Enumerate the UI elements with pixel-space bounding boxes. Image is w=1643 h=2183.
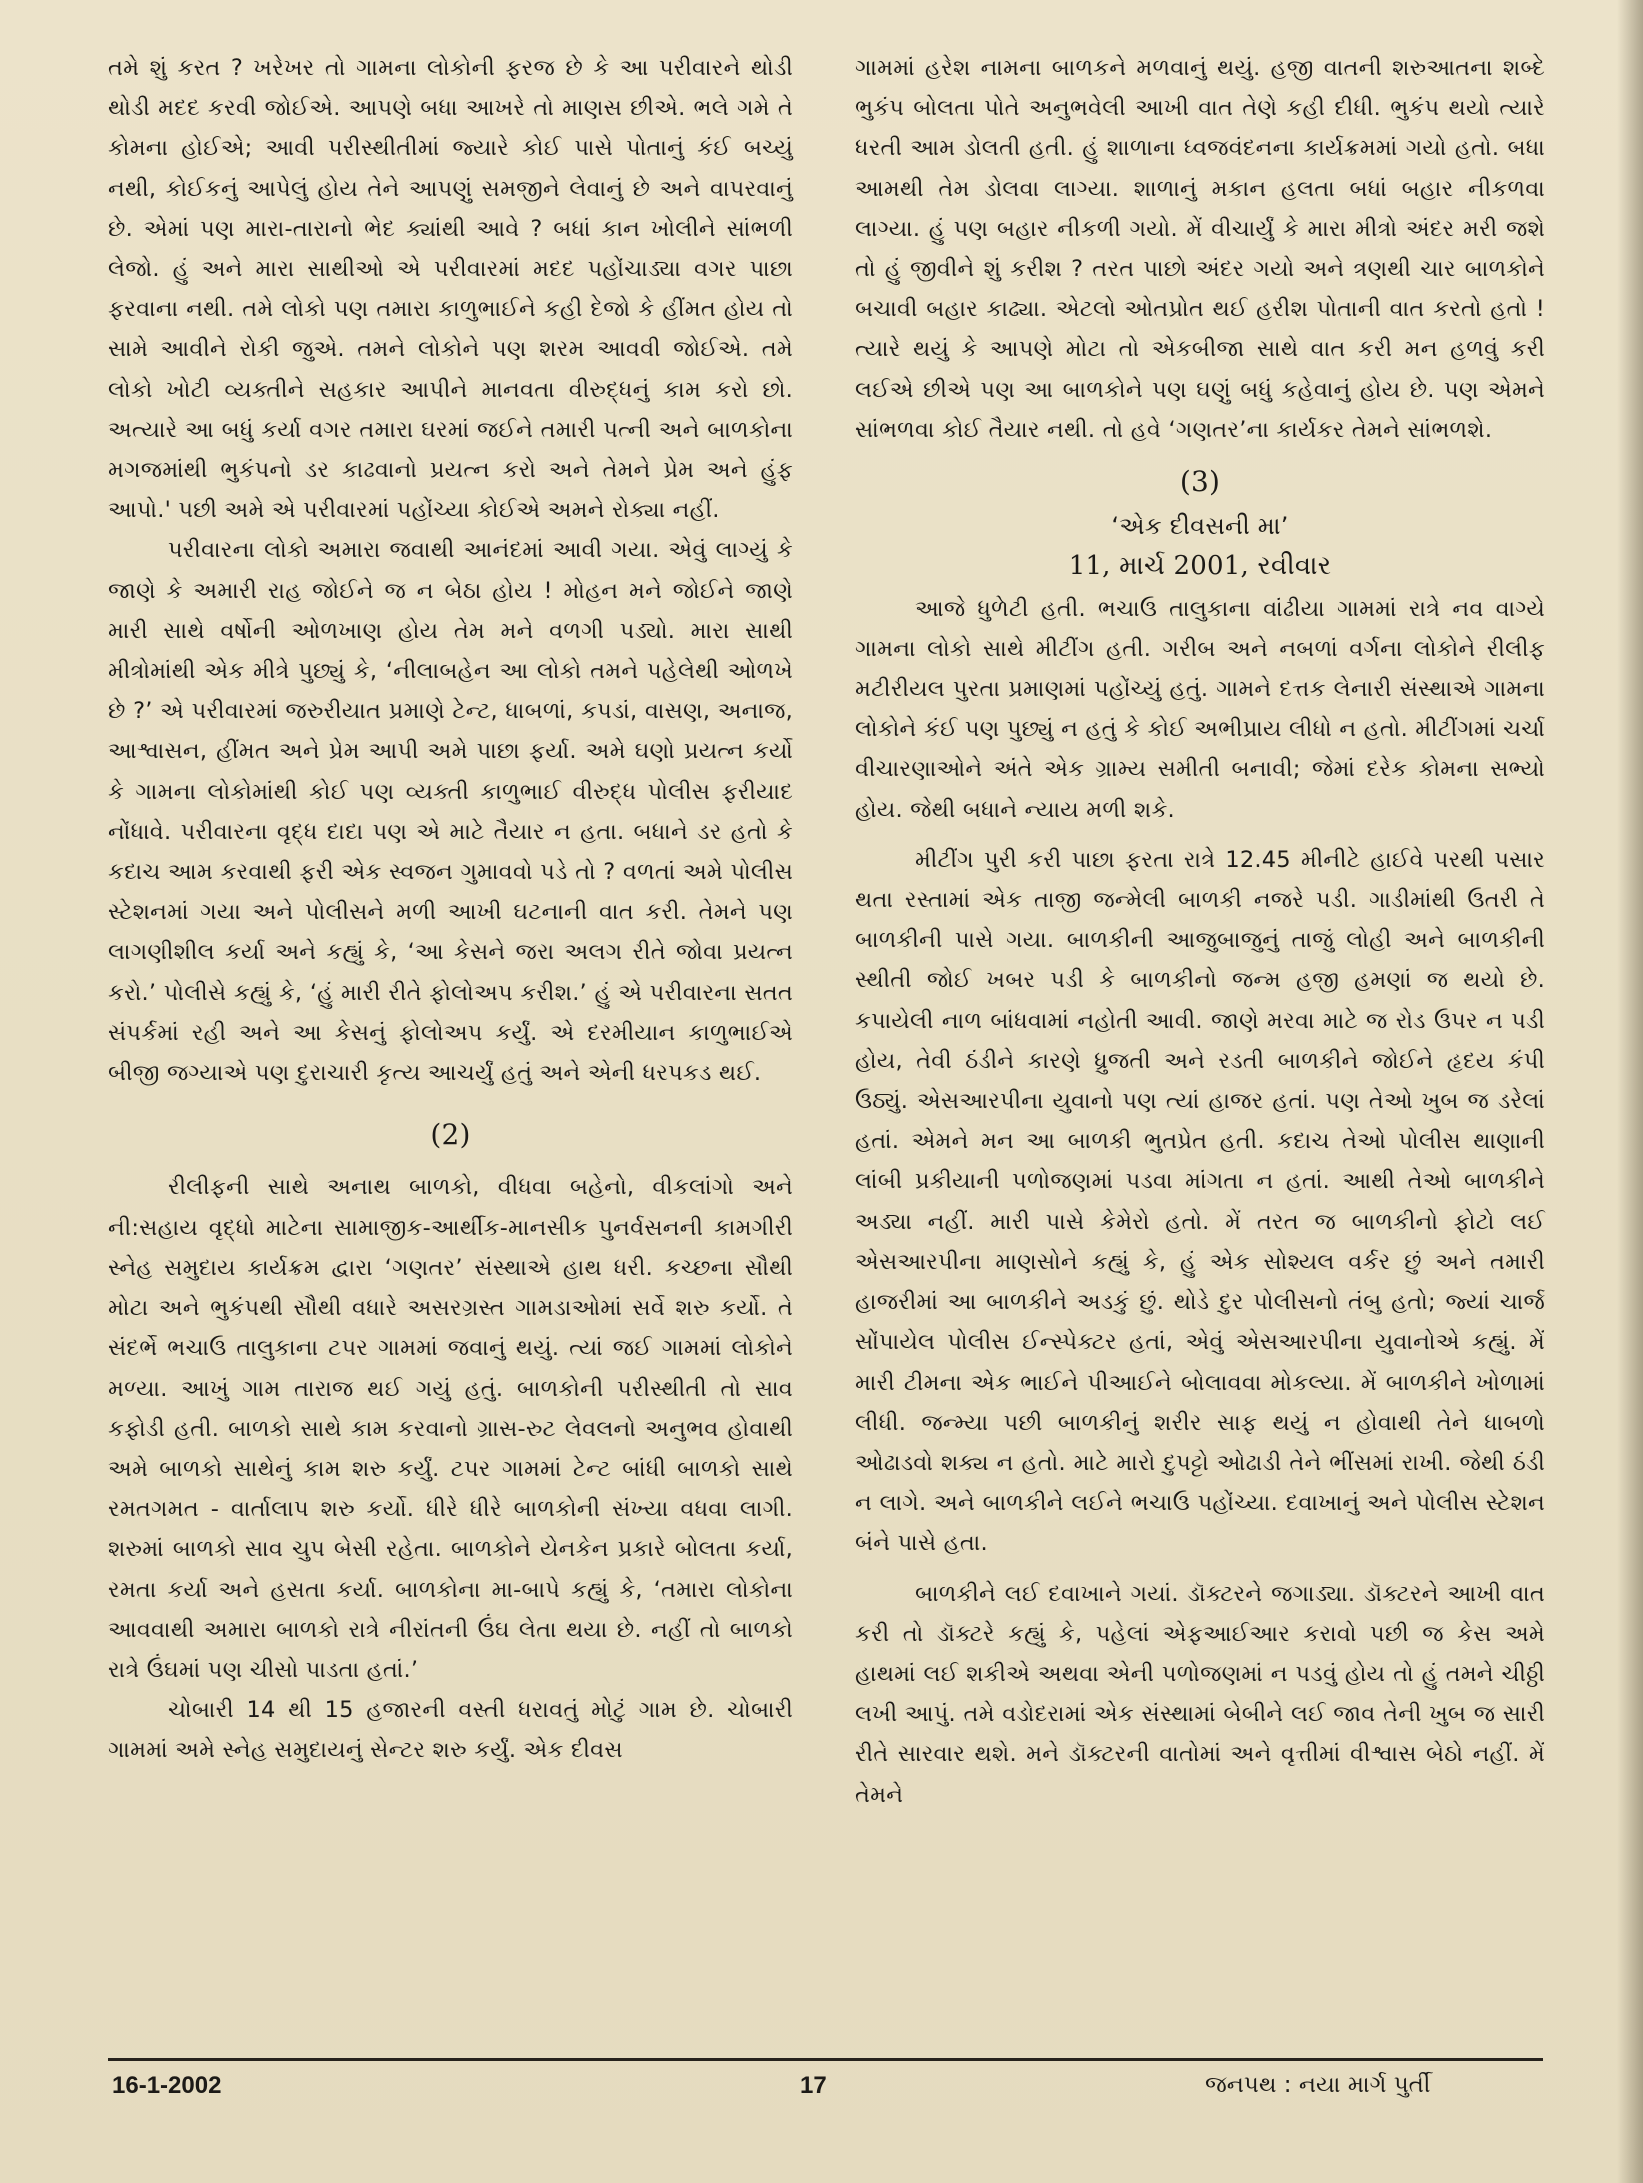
section-number: (2) xyxy=(430,1118,471,1152)
paragraph: તમે શું કરત ? ખરેખર તો ગામના લોકોની ફરજ છે કે આ પરીવારને થોડી થોડી મદદ કરવી જોઈએ. આપણે બધા આખરે તો માણસ છીએ. ભલે ગમે તે કોમના હોઈએ; આવી પરીસ્થીતીમાં જ્યારે કોઈ પાસે પોતાનું કંઈ બચ્યું નથી, કોઈકનું આપેલું હોય તેને આપણું સમજીને લેવાનું છે અને વાપરવાનું છે. એમાં પણ મારા-તારાનો ભેદ ક્યાંથી આવે ? બધાં કાન ખોલીને સાંભળી લેજો. હું અને મારા સાથીઓ એ પરીવારમાં મદદ પહોંચાડ્યા વગર પાછા ફરવાના નથી. તમે લોકો પણ તમારા કાળુભાઈને કહી દેજો કે હીંમત હોય તો સામે આવીને રોકી જુએ. તમને લોકોને પણ શરમ આવવી જોઈએ. તમે લોકો ખોટી વ્યક્તીને સહકાર આપીને માનવતા વીરુદ્ધનું કામ કરો છો. અત્યારે આ બધું કર્યા વગર તમારા ઘરમાં જઈને તમારી પત્ની અને બાળકોના મગજમાંથી ભુકંપનો ડર કાઢવાનો પ્રયત્ન કરો અને તેમને પ્રેમ અને હુંફ આપો.' પછી અમે એ પરીવારમાં પહોંચ્યા કોઈએ અમને રોક્યા નહીં. xyxy=(108,55,793,524)
footer-divider xyxy=(108,2058,1543,2061)
paragraph: પરીવારના લોકો અમારા જવાથી આનંદમાં આવી ગયા. એવું લાગ્યું કે જાણે કે અમારી રાહ જોઈને જ ન બેઠા હોય ! મોહન મને જોઈને જાણે મારી સાથે વર્ષોની ઓળખાણ હોય તેમ મને વળગી પડ્યો. મારા સાથી મીત્રોમાંથી એક મીત્રે પુછ્યું કે, ‘નીલાબહેન આ લોકો તમને પહેલેથી ઓળખે છે ?’ એ પરીવારમાં જરુરીયાત પ્રમાણે ટેન્ટ, ધાબળાં, કપડાં, વાસણ, અનાજ, આશ્વાસન, હીંમત અને પ્રેમ આપી અમે પાછા ફર્યા. અમે ઘણો પ્રયત્ન કર્યો કે ગામના લોકોમાંથી કોઈ પણ વ્યક્તી કાળુભાઈ વીરુદ્ધ પોલીસ ફરીયાદ નોંધાવે. પરીવારના વૃદ્ધ દાદા પણ એ માટે તૈયાર ન હતા. બધાને ડર હતો કે કદાચ આમ કરવાથી ફરી એક સ્વજન ગુમાવવો પડે તો ? વળતાં અમે પોલીસ સ્ટેશનમાં ગયા અને પોલીસને મળી આખી ઘટનાની વાત કરી. તેમને પણ લાગણીશીલ કર્યા અને કહ્યું કે, ‘આ કેસને જરા અલગ રીતે જોવા પ્રયત્ન કરો.’ પોલીસે કહ્યું કે, ‘હું મારી રીતે ફોલોઅપ કરીશ.’ હું એ પરીવારના સતત સંપર્કમાં રહી અને આ કેસનું ફોલોઅપ કર્યું. એ દરમીયાન કાળુભાઈએ બીજી જગ્યાએ પણ દુરાચારી કૃત્ય આચર્યું હતું અને એની ધરપકડ થઈ. xyxy=(108,537,793,1087)
page-number: 17 xyxy=(800,2072,827,2099)
section-date: 11, માર્ચ 2001, રવીવાર xyxy=(1068,551,1332,582)
section-number: (3) xyxy=(1179,465,1221,499)
left-column xyxy=(108,48,793,1771)
paragraph: આજે ધુળેટી હતી. ભચાઉ તાલુકાના વાંઢીયા ગામમાં રાત્રે નવ વાગ્યે ગામના લોકો સાથે મીટીંગ હતી. ગરીબ અને નબળાં વર્ગના લોકોને રીલીફ મટીરીયલ પુરતા પ્રમાણમાં પહોંચ્યું હતું. ગામને દત્તક લેનારી સંસ્થાએ ગામના લોકોને કંઈ પણ પુછ્યું ન હતું કે કોઈ અભીપ્રાય લીધો ન હતો. મીટીંગમાં ચર્ચા વીચારણાઓને અંતે એક ગ્રામ્ય સમીતી બનાવી; જેમાં દરેક કોમના સભ્યો હોય. જેથી બધાને ન્યાય મળી શકે. xyxy=(855,595,1546,823)
paragraph: ગામમાં હરેશ નામના બાળકને મળવાનું થયું. હજી વાતની શરુઆતના શબ્દે ભુકંપ બોલતા પોતે અનુભવેલી આખી વાત તેણે કહી દીધી. ભુકંપ થયો ત્યારે ધરતી આમ ડોલતી હતી. હું શાળાના ધ્વજવંદનના કાર્યક્રમમાં ગયો હતો. બધા આમથી તેમ ડોલવા લાગ્યા. શાળાનું મકાન હલતા બધાં બહાર નીકળવા લાગ્યા. હું પણ બહાર નીકળી ગયો. મેં વીચાર્યું કે મારા મીત્રો અંદર મરી જશે તો હું જીવીને શું કરીશ ? તરત પાછો અંદર ગયો અને ત્રણથી ચાર બાળકોને બચાવી બહાર કાઢ્યા. એટલો ઓતપ્રોત થઈ હરીશ પોતાની વાત કરતો હતો ! ત્યારે થયું કે આપણે મોટા તો એકબીજા સાથે વાત કરી મન હળવું કરી લઈએ છીએ પણ આ બાળકોને પણ ઘણું બધું કહેવાનું હોય છે. પણ એમને સાંભળવા કોઈ તૈયાર નથી. તો હવે ‘ગણતર’ના કાર્યકર તેમને સાંભળશે. xyxy=(855,55,1545,443)
paragraph: બાળકીને લઈ દવાખાને ગયાં. ડૉક્ટરને જગાડ્યા. ડૉક્ટરને આખી વાત કરી તો ડૉક્ટરે કહ્યું કે, પહેલાં એફઆઈઆર કરાવો પછી જ કેસ અમે હાથમાં લઈ શકીએ અથવા એની પળોજણમાં ન પડવું હોય તો હું તમને ચીઠ્ઠી લખી આપું. તમે વડોદરામાં એક સંસ્થામાં બેબીને લઈ જાવ તેની ખુબ જ સારી રીતે સારવાર થશે. મને ડૉક્ટરની વાતોમાં અને વૃત્તીમાં વીશ્વાસ બેઠો નહીં. મેં તેમને xyxy=(855,1580,1545,1808)
section-title: ‘એક દીવસની મા’ xyxy=(1111,512,1289,541)
right-column xyxy=(855,48,1545,1815)
paragraph: રીલીફની સાથે અનાથ બાળકો, વીધવા બહેનો, વીકલાંગો અને ની:સહાય વૃદ્ધો માટેના સામાજીક-આર્થીક-માનસીક પુનર્વસનની કામગીરી સ્નેહ સમુદાય કાર્યક્રમ દ્વારા ‘ગણતર’ સંસ્થાએ હાથ ધરી. કચ્છના સૌથી મોટા અને ભુકંપથી સૌથી વધારે અસરગ્રસ્ત ગામડાઓમાં સર્વે શરુ કર્યો. તે સંદર્ભે ભચાઉ તાલુકાના ટપર ગામમાં જવાનું થયું. ત્યાં જઈ ગામમાં લોકોને મળ્યા. આખું ગામ તારાજ થઈ ગયું હતું. બાળકોની પરીસ્થીતી તો સાવ કફોડી હતી. બાળકો સાથે કામ કરવાનો ગ્રાસ-રુટ લેવલનો અનુભવ હોવાથી અમે બાળકો સાથેનું કામ શરુ કર્યું. ટપર ગામમાં ટેન્ટ બાંધી બાળકો સાથે રમતગમત - વાર્તાલાપ શરુ કર્યો. ધીરે ધીરે બાળકોની સંખ્યા વધવા લાગી. શરુમાં બાળકો સાવ ચુપ બેસી રહેતા. બાળકોને યેનકેન પ્રકારે બોલતા કર્યા, રમતા કર્યા અને હસતા કર્યા. બાળકોના મા-બાપે કહ્યું કે, ‘તમારા લોકોના આવવાથી અમારા બાળકો રાત્રે નીરાંતની ઉંઘ લેતા થયા છે. નહીં તો બાળકો રાત્રે ઉંઘમાં પણ ચીસો પાડતા હતાં.’ xyxy=(108,1174,793,1683)
paragraph: ચોબારી 14 થી 15 હજારની વસ્તી ધરાવતું મોટું ગામ છે. ચોબારી ગામમાં અમે સ્નેહ સમુદાયનું સેન્ટર શરુ કર્યું. એક દીવસ xyxy=(108,1697,793,1764)
publication-name: જનપથ : નયા માર્ગ પુર્તી xyxy=(1205,2072,1431,2098)
paragraph: મીટીંગ પુરી કરી પાછા ફરતા રાત્રે 12.45 મીનીટે હાઈવે પરથી પસાર થતા રસ્તામાં એક તાજી જન્મેલી બાળકી નજરે પડી. ગાડીમાંથી ઉતરી તે બાળકીની પાસે ગયા. બાળકીની આજુબાજુનું તાજું લોહી અને બાળકીની સ્થીતી જોઈ ખબર પડી કે બાળકીનો જન્મ હજી હમણાં જ થયો છે. કપાયેલી નાળ બાંધવામાં નહોતી આવી. જાણે મરવા માટે જ રોડ ઉપર ન પડી હોય, તેવી ઠંડીને કારણે ધ્રુજતી અને રડતી બાળકીને જોઈને હૃદય કંપી ઉઠ્યું. એસઆરપીના યુવાનો પણ ત્યાં હાજર હતાં. પણ તેઓ ખુબ જ ડરેલાં હતાં. એમને મન આ બાળકી ભુતપ્રેત હતી. કદાચ તેઓ પોલીસ થાણાની લાંબી પ્રકીયાની પળોજણમાં પડવા માંગતા ન હતાં. આથી તેઓ બાળકીને અડ્યા નહીં. મારી પાસે કેમેરો હતો. મેં તરત જ બાળકીનો ફોટો લઈ એસઆરપીના માણસોને કહ્યું કે, હું એક સોશ્યલ વર્કર છું અને તમારી હાજરીમાં આ બાળકીને અડકું છું. થોડે દુર પોલીસનો તંબુ હતો; જ્યાં ચાર્જ સોંપાયેલ પોલીસ ઈન્સ્પેક્ટર હતાં, એવું એસઆરપીના યુવાનોએ કહ્યું. મેં મારી ટીમના એક ભાઈને પીઆઈને બોલાવવા મોકલ્યા. મેં બાળકીને ખોળામાં લીધી. જન્મ્યા પછી બાળકીનું શરીર સાફ થયું ન હોવાથી તેને ધાબળો ઓઢાડવો શક્ય ન હતો. માટે મારો દુપટ્ટો ઓઢાડી તેને ભીંસમાં રાખી. જેથી ઠંડી ન લાગે. અને બાળકીને લઈને ભચાઉ પહોંચ્યા. દવાખાનું અને પોલીસ સ્ટેશન બંને પાસે હતા. xyxy=(855,846,1545,1557)
issue-date: 16-1-2002 xyxy=(112,2072,222,2099)
